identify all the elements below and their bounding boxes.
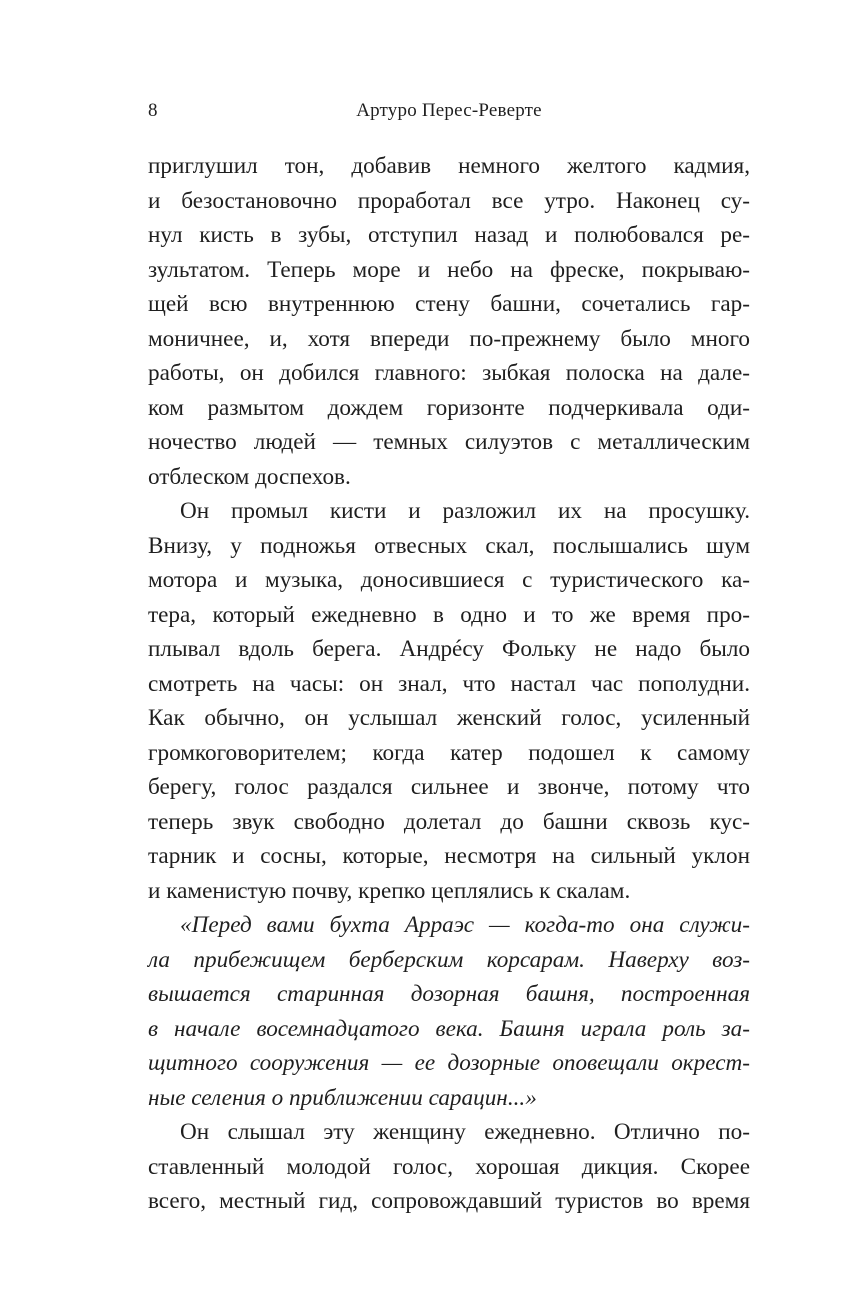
- page-header: [148, 100, 750, 130]
- text-line: моничнее, и, хотя впереди по-прежнему было много: [148, 325, 750, 352]
- text-line: всего, местный гид, сопровождавший туристов во время: [148, 1188, 750, 1214]
- text-line: работы, он добился главного: зыбкая полоска на дале-: [148, 360, 750, 386]
- text-line: ночество людей — темных силуэтов с металлическим: [148, 429, 750, 455]
- paragraph: [148, 149, 750, 494]
- text-line: в начале восемнадцатого века. Башня играла роль за-: [148, 1015, 750, 1042]
- text-line: «Перед вами бухта Арраэс — когда-то она служи-: [180, 912, 750, 938]
- text-line: громкоговорителем; когда катер подошел к самому: [148, 739, 750, 766]
- paragraph: [148, 1115, 750, 1219]
- text-line: зультатом. Теперь море и небо на фреске, покрываю-: [148, 256, 750, 283]
- text-line: тера, который ежедневно в одно и то же время про-: [148, 601, 750, 628]
- text-line: ла прибежищем берберским корсарам. Наверху воз-: [148, 946, 750, 973]
- text-line: теперь звук свободно долетал до башни сквозь кус-: [148, 808, 750, 835]
- text-line: ные селения о приближении сарацин...»: [148, 1084, 537, 1111]
- text-line: щитного сооружения — ее дозорные оповещали окрест-: [148, 1050, 750, 1076]
- text-line: Внизу, у подножья отвесных скал, послышались шум: [148, 532, 750, 559]
- running-title: Артуро Перес-Реверте: [356, 100, 542, 121]
- text-line: берегу, голос раздался сильнее и звонче, потому что: [148, 774, 750, 800]
- text-line: Он слышал эту женщину ежедневно. Отлично по-: [180, 1119, 750, 1145]
- text-line: отблеском доспехов.: [148, 463, 351, 490]
- text-line: Он промыл кисти и разложил их на просушку.: [180, 498, 750, 524]
- text-line: нул кисть в зубы, отступил назад и полюбовался ре-: [148, 222, 750, 248]
- paragraph: [148, 494, 750, 908]
- text-line: мотора и музыка, доносившиеся с туристического ка-: [148, 567, 750, 593]
- paragraph: [148, 908, 750, 1115]
- text-line: тарник и сосны, которые, несмотря на сильный уклон: [148, 843, 750, 869]
- text-line: приглушил тон, добавив немного желтого кадмия,: [148, 153, 750, 179]
- body-text: [148, 149, 750, 1219]
- text-line: Как обычно, он услышал женский голос, усиленный: [148, 705, 750, 731]
- text-line: вышается старинная дозорная башня, построенная: [148, 981, 750, 1007]
- page-number: 8: [148, 100, 158, 121]
- text-line: щей всю внутреннюю стену башни, сочетались гар-: [148, 291, 750, 317]
- text-line: и безостановочно проработал все утро. Наконец су-: [148, 187, 750, 214]
- text-line: ком размытом дождем горизонте подчеркивала оди-: [148, 394, 750, 421]
- text-line: смотреть на часы: он знал, что настал час пополудни.: [148, 670, 750, 697]
- text-line: ставленный молодой голос, хорошая дикция. Скорее: [148, 1153, 750, 1180]
- text-line: и каменистую почву, крепко цеплялись к скалам.: [148, 877, 631, 904]
- text-line: плывал вдоль берега. Андрéсу Фольку не надо было: [148, 636, 750, 662]
